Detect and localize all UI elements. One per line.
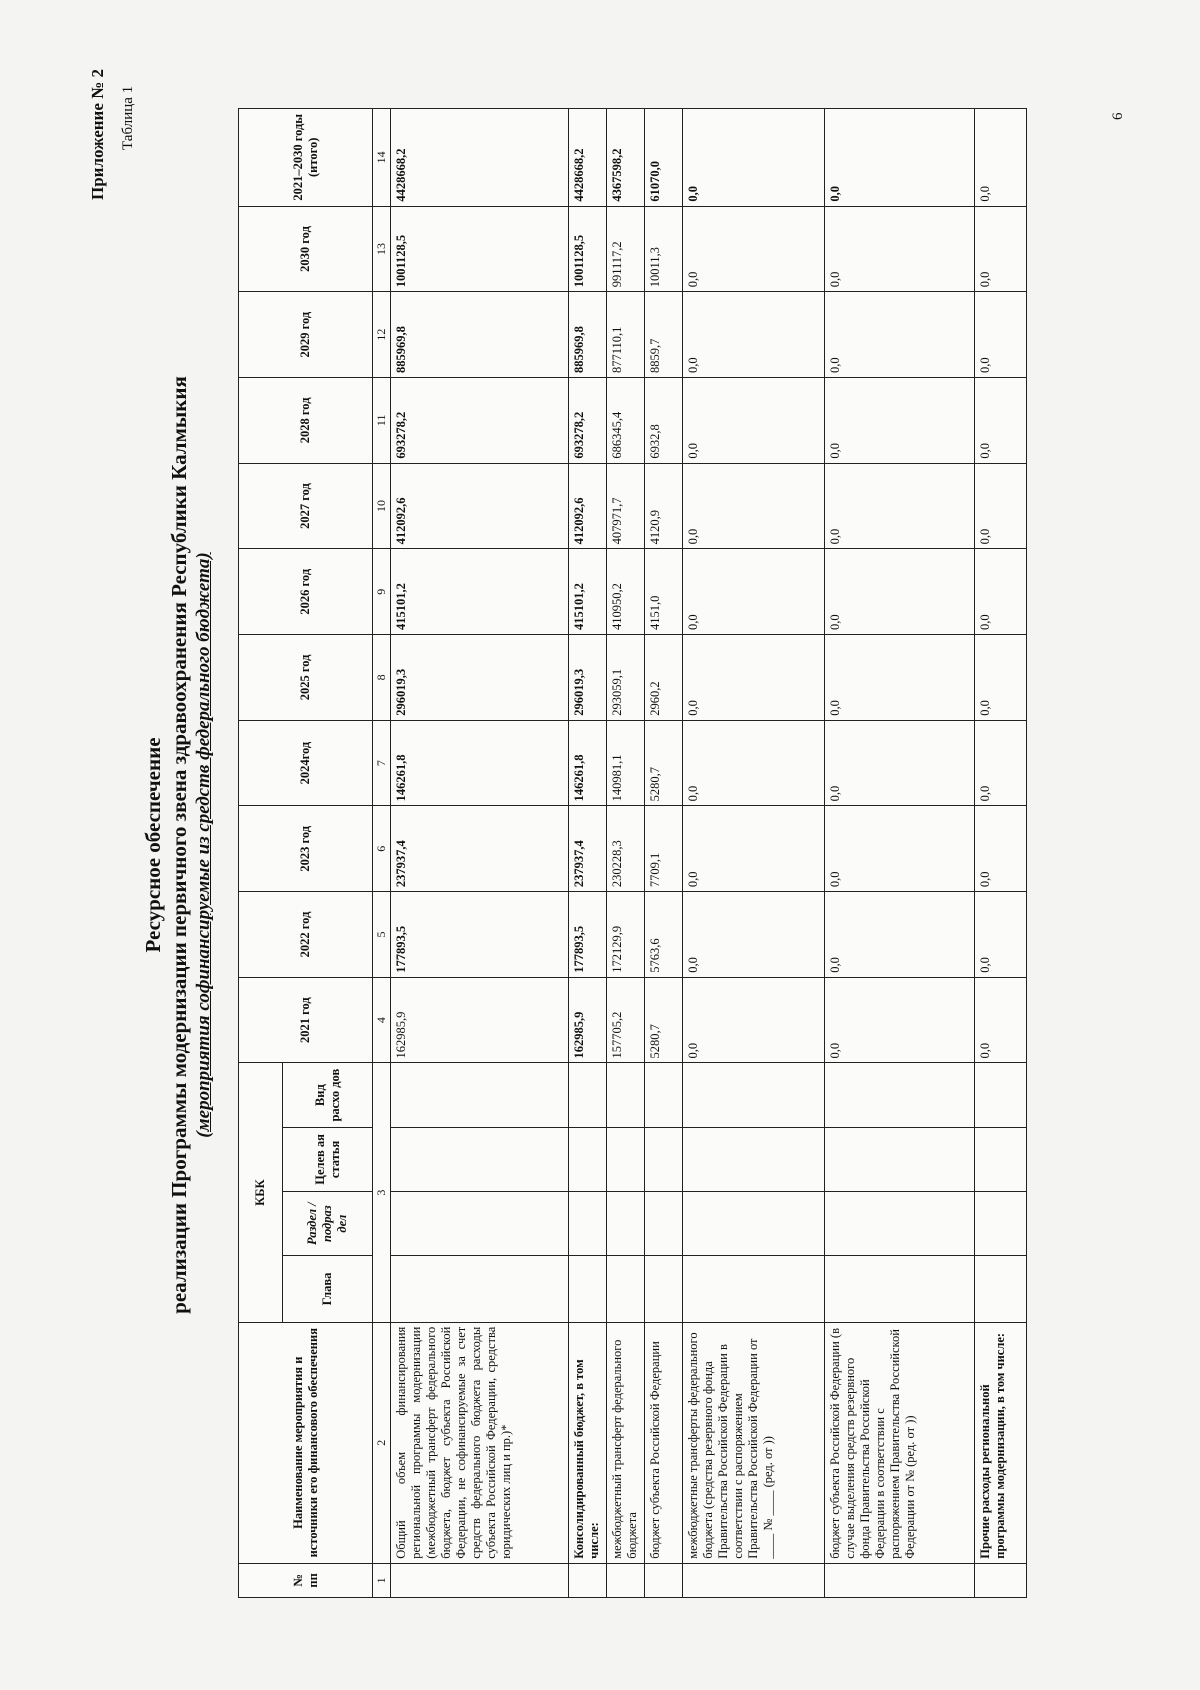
- col-number: 12: [373, 292, 391, 378]
- row-num: [683, 1563, 825, 1597]
- table-row: [391, 109, 569, 1598]
- kbk-target: [645, 1127, 683, 1191]
- col-number: 3: [373, 1063, 391, 1322]
- value-cell: 0,0: [683, 977, 825, 1063]
- value-cell: 0,0: [825, 292, 975, 378]
- value-cell: 157705,2: [607, 977, 645, 1063]
- kbk-chapter: [975, 1256, 1027, 1322]
- value-cell: 162985,9: [391, 977, 569, 1063]
- col-year-2028: 2028 год: [239, 377, 373, 463]
- value-cell: 415101,2: [569, 549, 607, 635]
- value-cell: 0,0: [683, 635, 825, 721]
- col-name-header: Наименование мероприятия и источники его финансового обеспечения: [239, 1322, 373, 1563]
- value-cell: 0,0: [975, 463, 1027, 549]
- col-number: 8: [373, 635, 391, 721]
- value-cell: 5280,7: [645, 977, 683, 1063]
- col-number: 2: [373, 1322, 391, 1563]
- value-cell: 0,0: [683, 549, 825, 635]
- value-cell: 293059,1: [607, 635, 645, 721]
- value-cell: 0,0: [825, 977, 975, 1063]
- table-row: [569, 109, 607, 1598]
- kbk-section: [645, 1192, 683, 1256]
- col-number: 4: [373, 977, 391, 1063]
- kbk-expense: [607, 1063, 645, 1127]
- kbk-chapter: [607, 1256, 645, 1322]
- table-row: [825, 109, 975, 1598]
- value-cell: 0,0: [683, 206, 825, 292]
- value-cell: 0,0: [683, 720, 825, 806]
- value-cell: 0,0: [975, 977, 1027, 1063]
- col-number: 10: [373, 463, 391, 549]
- kbk-chapter: [683, 1256, 825, 1322]
- value-cell: 0,0: [975, 377, 1027, 463]
- col-expense-header: Вид расхо дов: [283, 1063, 373, 1127]
- kbk-expense: [825, 1063, 975, 1127]
- value-cell: 172129,9: [607, 892, 645, 978]
- value-cell: 4428668,2: [391, 109, 569, 207]
- value-cell: 296019,3: [391, 635, 569, 721]
- table-row: [683, 109, 825, 1598]
- value-cell: 0,0: [825, 720, 975, 806]
- col-year-2021: 2021 год: [239, 977, 373, 1063]
- value-cell: 140981,1: [607, 720, 645, 806]
- col-number: 1: [373, 1563, 391, 1597]
- col-number: 7: [373, 720, 391, 806]
- value-cell: 0,0: [825, 892, 975, 978]
- col-year-2027: 2027 год: [239, 463, 373, 549]
- title-line-1: Ресурсное обеспечение: [141, 737, 165, 953]
- kbk-target: [975, 1127, 1027, 1191]
- col-chapter-header: Глава: [283, 1256, 373, 1322]
- col-year-2029: 2029 год: [239, 292, 373, 378]
- table-row: [645, 109, 683, 1598]
- row-name: Общий объем финансирования региональной программы модернизации (межбюджетный трансферт федерального бюджета, бюджет субъекта Российской Федерации, не софинансируемые за счет средств федерального бюджета расходы субъекта Российской Федерации, средства юридических лиц и пр.)*: [391, 1322, 569, 1563]
- value-cell: 146261,8: [391, 720, 569, 806]
- kbk-expense: [391, 1063, 569, 1127]
- col-section-header: Раздел / подраз дел: [283, 1192, 373, 1256]
- col-number: 11: [373, 377, 391, 463]
- title-line-2: реализации Программы модернизации первичного звена здравоохранения Республики Калмыкия: [167, 376, 191, 1314]
- row-name: межбюджетные трансферты федерального бюджета (средства резервного фонда Правительства Российской Федерации в соответствии с распоряжением Правительства Российской Федерации от ____ № ____ (ред. от )): [683, 1322, 825, 1563]
- row-name: Консолидированный бюджет, в том числе:: [569, 1322, 607, 1563]
- value-cell: 237937,4: [569, 806, 607, 892]
- value-cell: 1001128,5: [391, 206, 569, 292]
- col-number: 5: [373, 892, 391, 978]
- kbk-target: [569, 1127, 607, 1191]
- kbk-section: [607, 1192, 645, 1256]
- value-cell: 0,0: [683, 377, 825, 463]
- kbk-expense: [569, 1063, 607, 1127]
- page-number: 6: [1110, 112, 1126, 120]
- value-cell: 0,0: [683, 806, 825, 892]
- value-cell: 177893,5: [569, 892, 607, 978]
- kbk-chapter: [391, 1256, 569, 1322]
- value-cell: 146261,8: [569, 720, 607, 806]
- value-cell: 6932,8: [645, 377, 683, 463]
- row-num: [569, 1563, 607, 1597]
- col-total: 2021–2030 годы (итого): [239, 109, 373, 207]
- row-name: межбюджетный трансферт федерального бюджета: [607, 1322, 645, 1563]
- row-num: [391, 1563, 569, 1597]
- col-year-2024: 2024год: [239, 720, 373, 806]
- kbk-section: [825, 1192, 975, 1256]
- value-cell: 296019,3: [569, 635, 607, 721]
- value-cell: 885969,8: [569, 292, 607, 378]
- kbk-chapter: [825, 1256, 975, 1322]
- value-cell: 0,0: [825, 109, 975, 207]
- kbk-section: [569, 1192, 607, 1256]
- col-year-2023: 2023 год: [239, 806, 373, 892]
- col-num-header: № пп: [239, 1563, 373, 1597]
- document-title: [140, 0, 216, 1690]
- value-cell: 0,0: [683, 892, 825, 978]
- row-num: [645, 1563, 683, 1597]
- value-cell: 4367598,2: [607, 109, 645, 207]
- kbk-expense: [975, 1063, 1027, 1127]
- kbk-target: [683, 1127, 825, 1191]
- value-cell: 0,0: [975, 892, 1027, 978]
- kbk-target: [391, 1127, 569, 1191]
- value-cell: 162985,9: [569, 977, 607, 1063]
- value-cell: 415101,2: [391, 549, 569, 635]
- value-cell: 0,0: [683, 109, 825, 207]
- col-kbk-header: КБК: [239, 1063, 283, 1322]
- value-cell: 693278,2: [391, 377, 569, 463]
- value-cell: 991117,2: [607, 206, 645, 292]
- value-cell: 8859,7: [645, 292, 683, 378]
- row-num: [825, 1563, 975, 1597]
- value-cell: 4151,0: [645, 549, 683, 635]
- value-cell: 0,0: [825, 463, 975, 549]
- title-line-3: (мероприятия софинансируемые из средств федерального бюджета): [193, 552, 214, 1138]
- value-cell: 0,0: [825, 377, 975, 463]
- value-cell: 0,0: [683, 292, 825, 378]
- kbk-expense: [645, 1063, 683, 1127]
- kbk-target: [607, 1127, 645, 1191]
- table-number: Таблица 1: [120, 85, 136, 150]
- value-cell: 412092,6: [569, 463, 607, 549]
- table-row: [975, 109, 1027, 1598]
- value-cell: 412092,6: [391, 463, 569, 549]
- value-cell: 0,0: [975, 109, 1027, 207]
- kbk-expense: [683, 1063, 825, 1127]
- value-cell: 4428668,2: [569, 109, 607, 207]
- kbk-chapter: [569, 1256, 607, 1322]
- col-number: 6: [373, 806, 391, 892]
- value-cell: 0,0: [975, 549, 1027, 635]
- table-row: [607, 109, 645, 1598]
- column-number-row: [373, 109, 391, 1598]
- value-cell: 230228,3: [607, 806, 645, 892]
- value-cell: 2960,2: [645, 635, 683, 721]
- col-number: 9: [373, 549, 391, 635]
- value-cell: 0,0: [975, 635, 1027, 721]
- col-number: 14: [373, 109, 391, 207]
- value-cell: 0,0: [825, 806, 975, 892]
- kbk-target: [825, 1127, 975, 1191]
- value-cell: 410950,2: [607, 549, 645, 635]
- resource-table: [238, 108, 1027, 1598]
- kbk-section: [975, 1192, 1027, 1256]
- kbk-section: [683, 1192, 825, 1256]
- value-cell: 177893,5: [391, 892, 569, 978]
- appendix-label: Приложение № 2: [88, 69, 107, 200]
- row-name: бюджет субъекта Российской Федерации (в случае выделения средств резервного фонда Правительства Российской Федерации в соответствии с распоряжением Правительства Российской Федерации от № (ред. от )): [825, 1322, 975, 1563]
- value-cell: 0,0: [825, 635, 975, 721]
- value-cell: 4120,9: [645, 463, 683, 549]
- value-cell: 10011,3: [645, 206, 683, 292]
- kbk-chapter: [645, 1256, 683, 1322]
- value-cell: 877110,1: [607, 292, 645, 378]
- value-cell: 0,0: [825, 549, 975, 635]
- value-cell: 407971,7: [607, 463, 645, 549]
- value-cell: 0,0: [825, 206, 975, 292]
- row-num: [975, 1563, 1027, 1597]
- value-cell: 0,0: [975, 720, 1027, 806]
- value-cell: 7709,1: [645, 806, 683, 892]
- kbk-section: [391, 1192, 569, 1256]
- col-year-2026: 2026 год: [239, 549, 373, 635]
- value-cell: 5280,7: [645, 720, 683, 806]
- value-cell: 237937,4: [391, 806, 569, 892]
- value-cell: 885969,8: [391, 292, 569, 378]
- value-cell: 693278,2: [569, 377, 607, 463]
- col-year-2022: 2022 год: [239, 892, 373, 978]
- value-cell: 0,0: [975, 292, 1027, 378]
- row-name: Прочие расходы региональной программы модернизации, в том числе:: [975, 1322, 1027, 1563]
- col-target-header: Целев ая статья: [283, 1127, 373, 1191]
- value-cell: 61070,0: [645, 109, 683, 207]
- col-year-2030: 2030 год: [239, 206, 373, 292]
- row-name: бюджет субъекта Российской Федерации: [645, 1322, 683, 1563]
- value-cell: 0,0: [975, 806, 1027, 892]
- value-cell: 1001128,5: [569, 206, 607, 292]
- value-cell: 0,0: [683, 463, 825, 549]
- col-number: 13: [373, 206, 391, 292]
- value-cell: 686345,4: [607, 377, 645, 463]
- row-num: [607, 1563, 645, 1597]
- col-year-2025: 2025 год: [239, 635, 373, 721]
- value-cell: 5763,6: [645, 892, 683, 978]
- value-cell: 0,0: [975, 206, 1027, 292]
